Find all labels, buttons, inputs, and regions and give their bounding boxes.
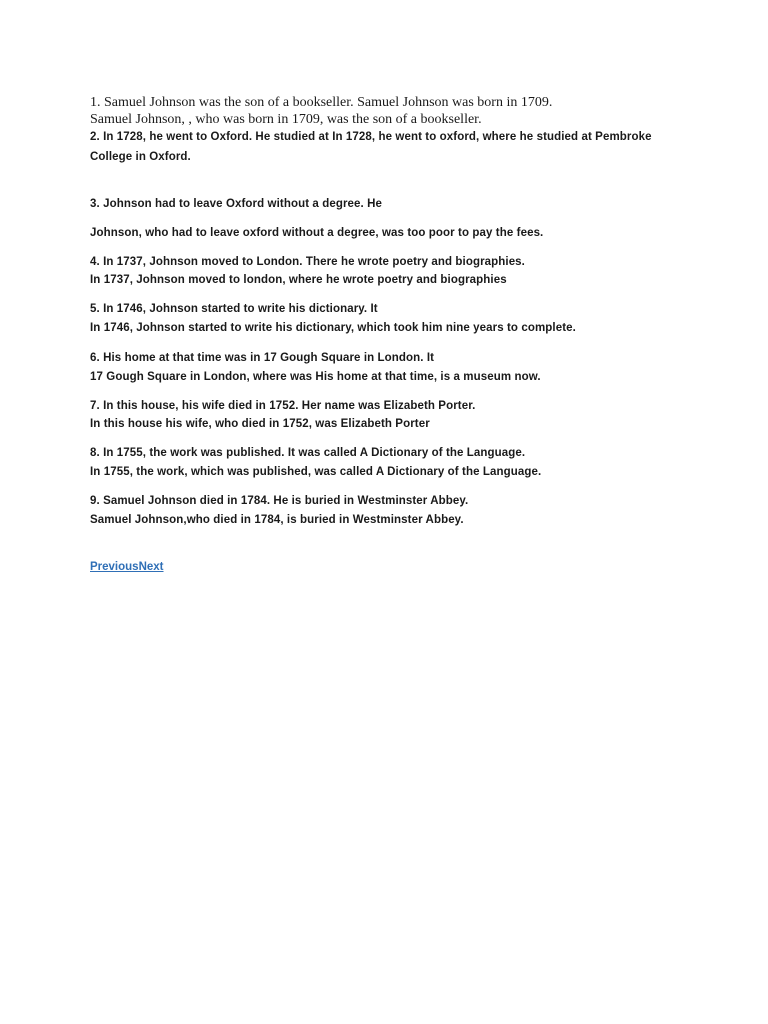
item-6-answer: 17 Gough Square in London, where was His home at that time, is a museum now. — [90, 371, 541, 383]
item-9-answer: Samuel Johnson,who died in 1784, is buried in Westminster Abbey. — [90, 514, 464, 526]
item-3-answer: Johnson, who had to leave oxford without a degree, was too poor to pay the fees. — [90, 227, 544, 239]
item-3-prompt: 3. Johnson had to leave Oxford without a degree. He — [90, 198, 383, 210]
item-7-answer: In this house his wife, who died in 1752, was Elizabeth Porter — [90, 418, 430, 430]
item-9-prompt: 9. Samuel Johnson died in 1784. He is buried in Westminster Abbey. — [90, 495, 469, 507]
item-8-answer: In 1755, the work, which was published, was called A Dictionary of the Language. — [90, 466, 542, 478]
item-5-prompt: 5. In 1746, Johnson started to write his dictionary. It — [90, 303, 378, 315]
item-7-prompt: 7. In this house, his wife died in 1752. Her name was Elizabeth Porter. — [90, 400, 476, 412]
item-1-prompt: 1. Samuel Johnson was the son of a bookseller. Samuel Johnson was born in 1709. — [90, 95, 553, 110]
item-8-prompt: 8. In 1755, the work was published. It was called A Dictionary of the Language. — [90, 447, 526, 459]
item-4-answer: In 1737, Johnson moved to london, where he wrote poetry and biographies — [90, 274, 507, 286]
item-6-prompt: 6. His home at that time was in 17 Gough Square in London. It — [90, 352, 435, 364]
item-4-prompt: 4. In 1737, Johnson moved to London. There he wrote poetry and biographies. — [90, 256, 525, 268]
item-2-answer: College in Oxford. — [90, 151, 191, 163]
item-2-prompt: 2. In 1728, he went to Oxford. He studied at In 1728, he went to oxford, where he studied at Pembroke — [90, 131, 652, 143]
item-5-answer: In 1746, Johnson started to write his dictionary, which took him nine years to complete. — [90, 322, 576, 334]
previous-next-link[interactable]: PreviousNext — [90, 561, 164, 573]
item-1-answer: Samuel Johnson, , who was born in 1709, was the son of a bookseller. — [90, 112, 482, 127]
